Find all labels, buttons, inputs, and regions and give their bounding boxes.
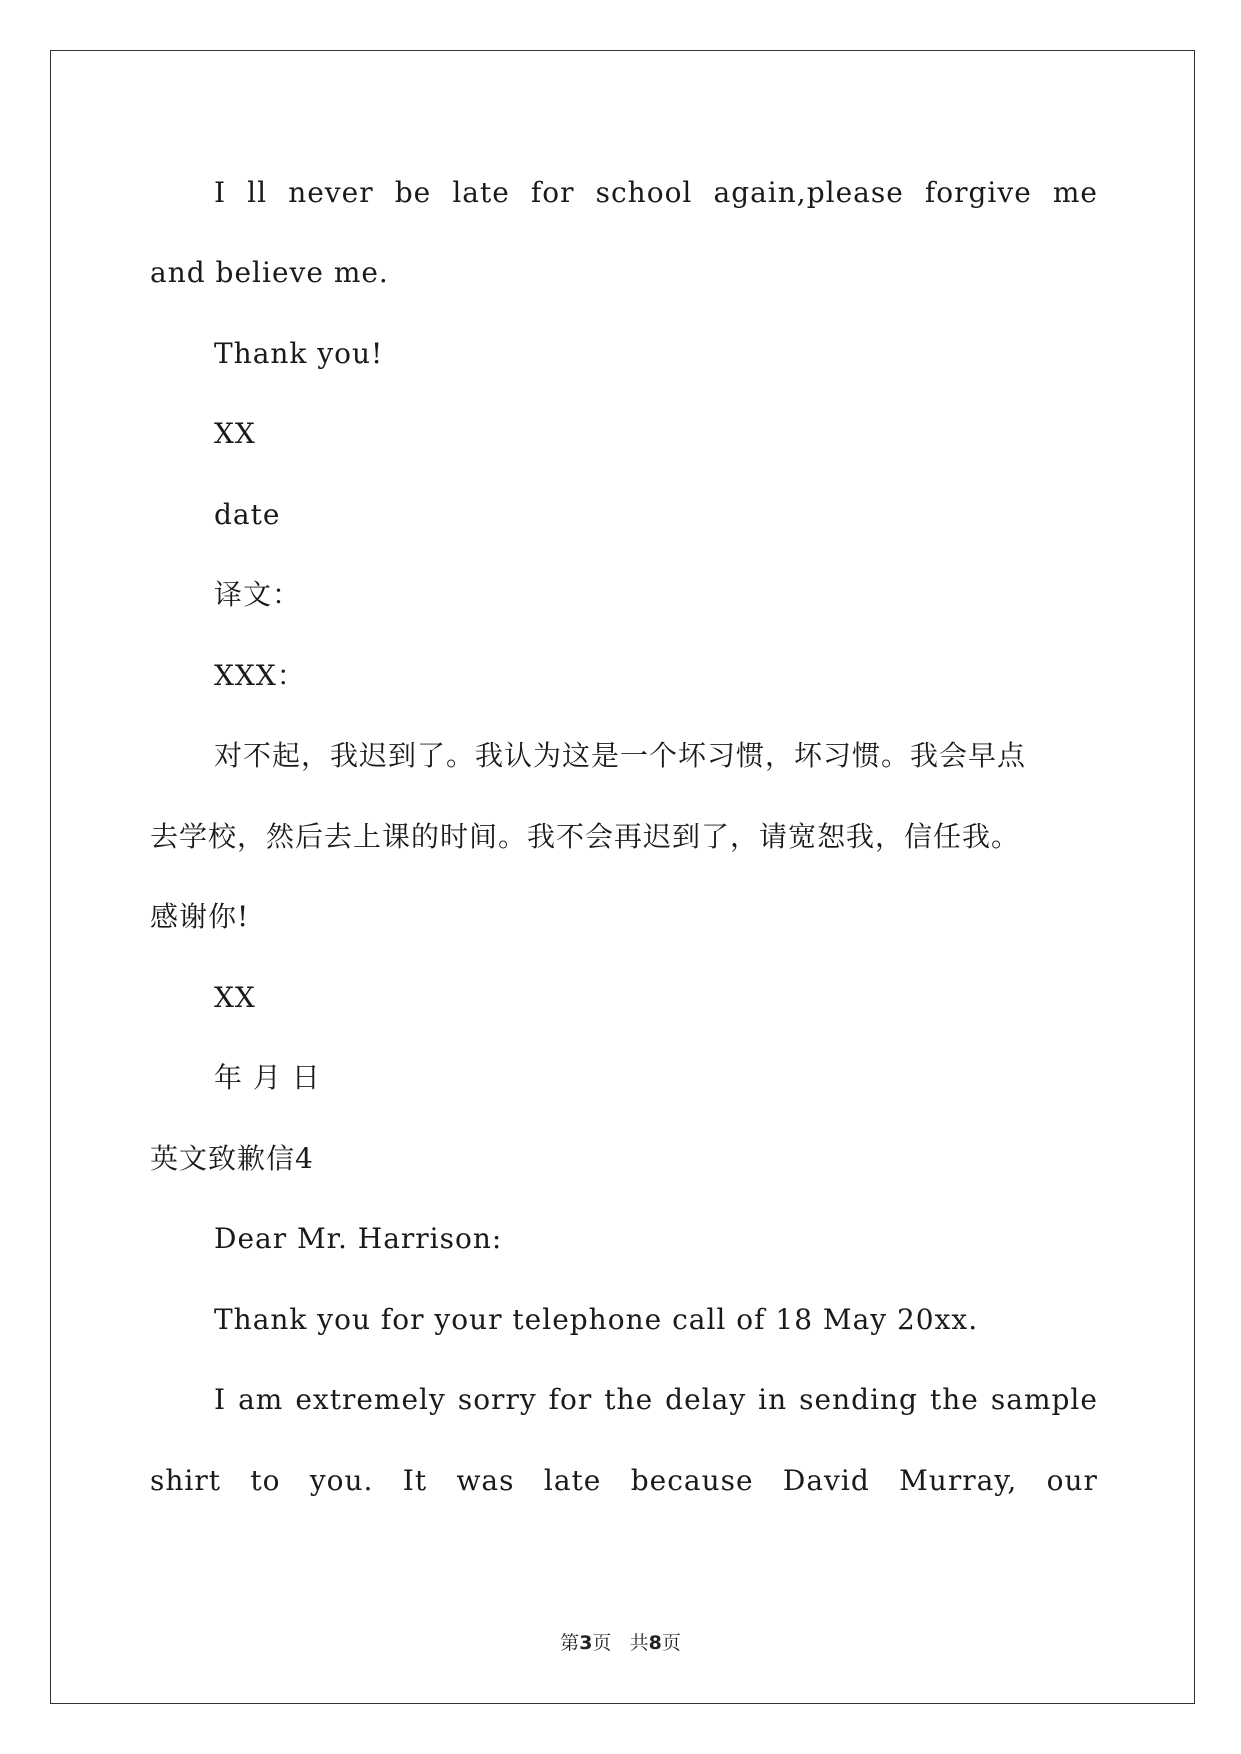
word: sorry bbox=[457, 1383, 537, 1416]
paragraph-line-1 bbox=[214, 175, 1098, 211]
word: for bbox=[530, 176, 575, 209]
word: sending bbox=[799, 1383, 918, 1416]
translation-thanks: 感谢你! bbox=[150, 900, 250, 933]
word: the bbox=[604, 1383, 654, 1416]
word: late bbox=[452, 176, 510, 209]
word: Murray, bbox=[899, 1464, 1018, 1497]
translation-salutation: XXX： bbox=[214, 659, 306, 692]
word: forgive bbox=[924, 176, 1032, 209]
page-border bbox=[50, 50, 1195, 1704]
translation-line-2: 去学校，然后去上课的时间。我不会再迟到了，请宽恕我，信任我。 bbox=[150, 820, 1021, 853]
translation-date: 年 月 日 bbox=[214, 1061, 321, 1094]
word: because bbox=[630, 1464, 754, 1497]
word: delay bbox=[665, 1383, 747, 1416]
signature-name: XX bbox=[214, 417, 256, 450]
word: extremely bbox=[295, 1383, 446, 1416]
word: again,please bbox=[713, 176, 904, 209]
word: for bbox=[548, 1383, 593, 1416]
word: our bbox=[1046, 1464, 1098, 1497]
word: late bbox=[543, 1464, 602, 1497]
total-pages: 8 bbox=[648, 1632, 662, 1654]
page-suffix: 页 bbox=[592, 1632, 612, 1654]
word: shirt bbox=[150, 1464, 221, 1497]
letter-salutation: Dear Mr. Harrison: bbox=[214, 1222, 503, 1255]
word: I bbox=[214, 1383, 227, 1416]
word: was bbox=[456, 1464, 515, 1497]
letter-line-1: Thank you for your telephone call of 18 May 20xx. bbox=[214, 1303, 979, 1336]
word: in bbox=[758, 1383, 788, 1416]
word: school bbox=[595, 176, 693, 209]
closing-thanks: Thank you! bbox=[214, 337, 384, 370]
word: I bbox=[214, 176, 227, 209]
letter-line-2 bbox=[214, 1382, 1098, 1418]
word: ll bbox=[247, 176, 268, 209]
paragraph-line-2: and believe me. bbox=[150, 256, 389, 289]
word: It bbox=[402, 1464, 428, 1497]
word: to bbox=[250, 1464, 281, 1497]
word: sample bbox=[990, 1383, 1098, 1416]
word: the bbox=[930, 1383, 979, 1416]
word: me bbox=[1052, 176, 1098, 209]
translation-heading: 译文： bbox=[214, 578, 302, 611]
word: David bbox=[782, 1464, 870, 1497]
word: am bbox=[238, 1383, 284, 1416]
page-footer bbox=[0, 1628, 1241, 1655]
page-number: 3 bbox=[579, 1632, 593, 1654]
translation-signature: XX bbox=[214, 981, 256, 1014]
word: be bbox=[394, 176, 432, 209]
total-suffix: 页 bbox=[661, 1632, 681, 1654]
section-heading: 英文致歉信4 bbox=[150, 1142, 314, 1175]
letter-line-3 bbox=[150, 1463, 1098, 1499]
translation-line-1: 对不起，我迟到了。我认为这是一个坏习惯，坏习惯。我会早点 bbox=[214, 739, 1027, 772]
total-prefix: 共 bbox=[629, 1632, 649, 1654]
word: never bbox=[288, 176, 374, 209]
page-prefix: 第 bbox=[560, 1632, 580, 1654]
word: you. bbox=[309, 1464, 374, 1497]
signature-date: date bbox=[214, 498, 281, 531]
